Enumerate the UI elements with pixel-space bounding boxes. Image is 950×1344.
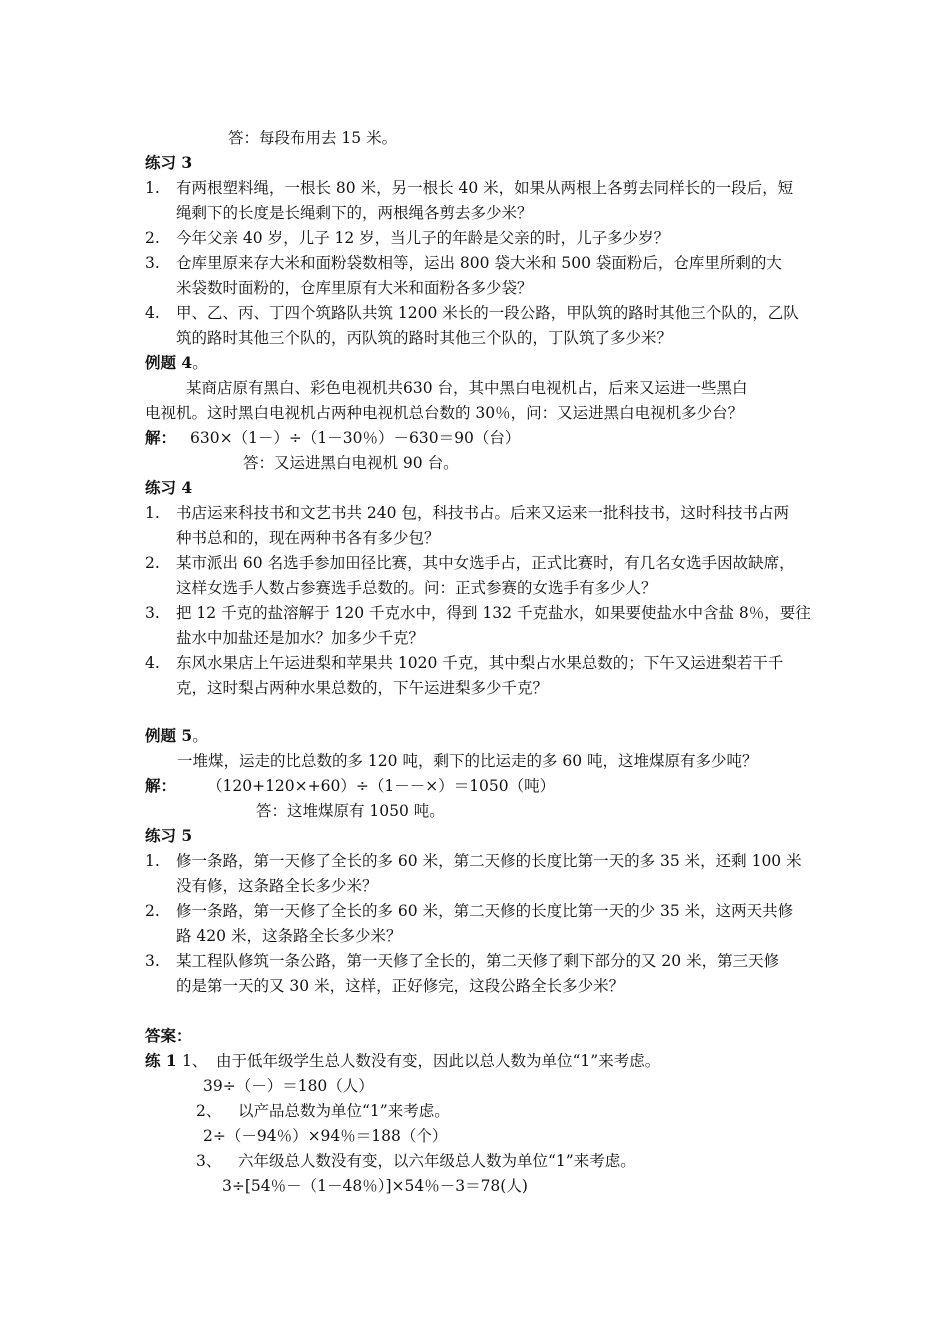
answer2-number: 2、 [196, 1102, 222, 1120]
practice4-heading: 练习 4 [145, 478, 193, 497]
example5-answer: 答：这堆煤原有 1050 吨。 [256, 802, 445, 820]
answers-heading: 答案： [145, 1026, 192, 1045]
practice5-item1-number: 1. [145, 852, 160, 870]
practice4-item2-line2: 这样女选手人数占参赛选手总数的。问：正式参赛的女选手有多少人？ [176, 579, 657, 597]
example5-solution: （120+120×+60）÷（1－－×）＝1050（吨） [207, 777, 556, 795]
example5-heading-line [145, 726, 208, 746]
practice4-item1-line1: 书店运来科技书和文艺书共 240 包，科技书占。后来又运来一批科技书，这时科技书占两 [176, 504, 789, 522]
practice4-item4-line2: 克，这时梨占两种水果总数的，下午运进梨多少千克？ [176, 679, 549, 697]
example5-solution-label: 解： [145, 776, 177, 795]
answer1-text: 由于低年级学生总人数没有变，因此以总人数为单位“1”来考虑。 [216, 1052, 661, 1070]
example4-problem-line1: 某商店原有黑白、彩色电视机共630 台，其中黑白电视机占，后来又运进一些黑白 [186, 379, 748, 397]
practice5-item2-line2: 路 420 米，这条路全长多少米？ [176, 927, 402, 945]
answer3-calculation: 3÷[54％－（1－48％）]×54％－3＝78(人) [222, 1177, 528, 1195]
answer3-number: 3、 [196, 1152, 222, 1170]
example4-heading: 例题 4 [145, 353, 193, 372]
practice5-item3-line2: 的是第一天的又 30 米，这样，正好修完，这段公路全长多少米？ [176, 977, 625, 995]
example4-heading-line [145, 353, 208, 373]
practice4-item1-number: 1. [145, 504, 160, 522]
practice4-item4-line1: 东风水果店上午运进梨和苹果共 1020 千克，其中梨占水果总数的；下午又运进梨若干千 [176, 654, 784, 672]
practice3-heading: 练习 3 [145, 153, 193, 172]
practice4-item1-line2: 种书总和的，现在两种书各有多少包？ [176, 529, 440, 547]
example5-heading-suffix: 。 [192, 727, 208, 745]
practice3-item3-number: 3. [145, 254, 160, 272]
practice4-item2-number: 2. [145, 554, 160, 572]
example4-solution-label: 解： [145, 428, 177, 447]
practice3-item2-number: 2. [145, 229, 160, 247]
example4-problem-line2: 电视机。这时黑白电视机占两种电视机总台数的 30％，问：又运进黑白电视机多少台？ [145, 404, 744, 422]
answers-practice1-label: 练 1 [145, 1051, 177, 1070]
practice3-item4-line1: 甲、乙、丙、丁四个筑路队共筑 1200 米长的一段公路，甲队筑的路时其他三个队的，乙队 [176, 304, 799, 322]
example5-problem: 一堆煤，运走的比总数的多 120 吨，剩下的比运走的多 60 吨，这堆煤原有多少吨？ [177, 752, 758, 770]
answer2-text: 以产品总数为单位“1”来考虑。 [238, 1102, 450, 1120]
practice5-item3-line1: 某工程队修筑一条公路，第一天修了全长的，第二天修了剩下部分的又 20 米，第三天修 [176, 952, 780, 970]
practice5-heading: 练习 5 [145, 826, 193, 845]
practice4-item3-number: 3. [145, 604, 160, 622]
top-answer: 答：每段布用去 15 米。 [228, 129, 398, 147]
practice4-item3-line2: 盐水中加盐还是加水？加多少千克？ [176, 629, 425, 647]
practice3-item1-line2: 绳剩下的长度是长绳剩下的，两根绳各剪去多少米？ [176, 204, 533, 222]
practice3-item1-number: 1. [145, 179, 160, 197]
answer1-calculation: 39÷（－）＝180（人） [203, 1077, 374, 1095]
answer3-text: 六年级总人数没有变，以六年级总人数为单位“1”来考虑。 [238, 1152, 636, 1170]
example4-solution: 630×（1－）÷（1－30％）－630＝90（台） [190, 429, 521, 447]
practice5-item3-number: 3. [145, 952, 160, 970]
practice3-item3-line1: 仓库里原来存大米和面粉袋数相等，运出 800 袋大米和 500 袋面粉后，仓库里所剩的大 [176, 254, 782, 272]
practice3-item4-line2: 筑的路时其他三个队的，丙队筑的路时其他三个队的，丁队筑了多少米？ [176, 329, 673, 347]
practice5-item1-line1: 修一条路，第一天修了全长的多 60 米，第二天修的长度比第一天的多 35 米，还剩 100 米 [176, 852, 802, 870]
practice4-item4-number: 4. [145, 654, 160, 672]
practice5-item1-line2: 没有修，这条路全长多少米？ [176, 877, 378, 895]
example5-heading: 例题 5 [145, 726, 193, 745]
practice4-item3-line1: 把 12 千克的盐溶解于 120 千克水中，得到 132 千克盐水，如果要使盐水中含盐 8％，要往 [176, 604, 811, 622]
answer1-number: 1、 [182, 1052, 208, 1070]
practice4-item2-line1: 某市派出 60 名选手参加田径比赛，其中女选手占，正式比赛时，有几名女选手因故缺席， [176, 554, 795, 572]
practice5-item2-line1: 修一条路，第一天修了全长的多 60 米，第二天修的长度比第一天的少 35 米，这两天共修 [176, 902, 794, 920]
example4-heading-suffix: 。 [192, 354, 208, 372]
practice3-item2-line1: 今年父亲 40 岁，儿子 12 岁，当儿子的年龄是父亲的时，儿子多少岁？ [176, 229, 670, 247]
practice3-item4-number: 4. [145, 304, 160, 322]
practice3-item1-line1: 有两根塑料绳，一根长 80 米，另一根长 40 米，如果从两根上各剪去同样长的一段后，短 [176, 179, 794, 197]
practice3-item3-line2: 米袋数时面粉的，仓库里原有大米和面粉各多少袋？ [176, 279, 533, 297]
practice5-item2-number: 2. [145, 902, 160, 920]
answer2-calculation: 2÷（－94％）×94％＝188（个） [203, 1127, 448, 1145]
example4-answer: 答：又运进黑白电视机 90 台。 [243, 454, 459, 472]
